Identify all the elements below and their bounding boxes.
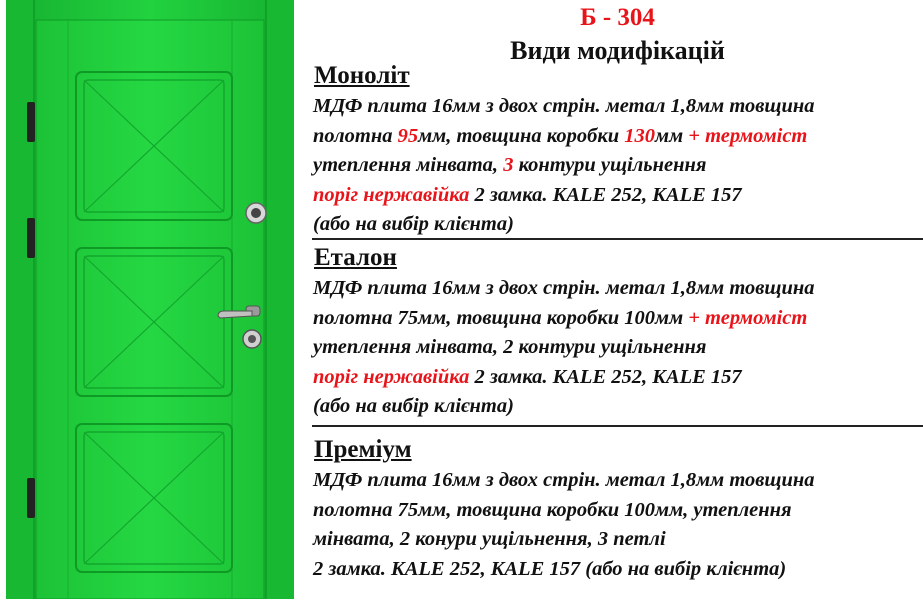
spec-text: мм [655, 124, 689, 147]
spec-text: мм, товщина коробки [418, 124, 625, 147]
spec-line [313, 525, 923, 555]
spec-line [313, 466, 923, 496]
page-heading: Види модифікацій [510, 36, 725, 65]
section-etalon [312, 244, 923, 422]
section-premium [312, 436, 923, 584]
door-image [0, 0, 300, 599]
section-monolit [312, 62, 923, 240]
door-peephole-icon [246, 203, 266, 223]
spec-line [313, 274, 923, 304]
spec-text: полотна [313, 124, 398, 147]
spec-highlight: 3 [503, 154, 514, 176]
spec-highlight: + термоміст [688, 124, 808, 147]
model-code: Б - 304 [580, 4, 655, 31]
spec-line [313, 496, 923, 526]
section-divider [312, 238, 923, 240]
spec-highlight: 130 [624, 124, 656, 147]
spec-line [313, 555, 923, 585]
spec-text: контури ущільнення [513, 154, 707, 176]
spec-text: полотна 75мм, товщина коробки 100мм, утеплення [313, 498, 792, 521]
spec-text: 2 замка. KALE 252, KALE 157 [469, 365, 742, 388]
spec-text: (або на вибір клієнта) [313, 213, 514, 235]
section-title: Преміум [314, 436, 412, 463]
spec-text: МДФ плита 16мм з двох стрін. метал 1,8мм товщина [313, 277, 815, 299]
spec-line [313, 363, 923, 393]
section-lines [312, 92, 923, 240]
spec-text: МДФ плита 16мм з двох стрін. метал 1,8мм товщина [313, 469, 815, 491]
spec-text: МДФ плита 16мм з двох стрін. метал 1,8мм товщина [313, 95, 815, 117]
spec-text: утеплення мінвата, [313, 154, 504, 176]
door-lock-cylinder-icon [243, 330, 261, 348]
spec-text: 2 замка. KALE 252, KALE 157 [469, 183, 742, 206]
spec-text: мінвата, 2 конури ущільнення, 3 петлі [313, 528, 666, 550]
spec-line [313, 210, 923, 240]
spec-line [313, 122, 923, 152]
spec-line [313, 304, 923, 334]
spec-line [313, 392, 923, 422]
spec-highlight: поріг нержавійка [313, 183, 470, 206]
spec-highlight: 95 [397, 124, 419, 147]
section-lines [312, 274, 923, 422]
section-lines [312, 466, 923, 584]
spec-line [313, 333, 923, 363]
spec-highlight: + термоміст [688, 306, 808, 329]
spec-line [313, 92, 923, 122]
spec-line [313, 181, 923, 211]
spec-text: 2 замка. KALE 252, KALE 157 (або на вибір клієнта) [313, 557, 787, 580]
specs-panel [312, 0, 923, 599]
spec-text: (або на вибір клієнта) [313, 395, 514, 417]
spec-highlight: поріг нержавійка [313, 365, 470, 388]
spec-line [313, 151, 923, 181]
section-title: Моноліт [314, 62, 410, 89]
section-divider [312, 425, 923, 427]
spec-text: утеплення мінвата, 2 контури ущільнення [313, 336, 707, 358]
spec-text: полотна 75мм, товщина коробки 100мм [313, 306, 689, 329]
section-title: Еталон [314, 244, 397, 271]
